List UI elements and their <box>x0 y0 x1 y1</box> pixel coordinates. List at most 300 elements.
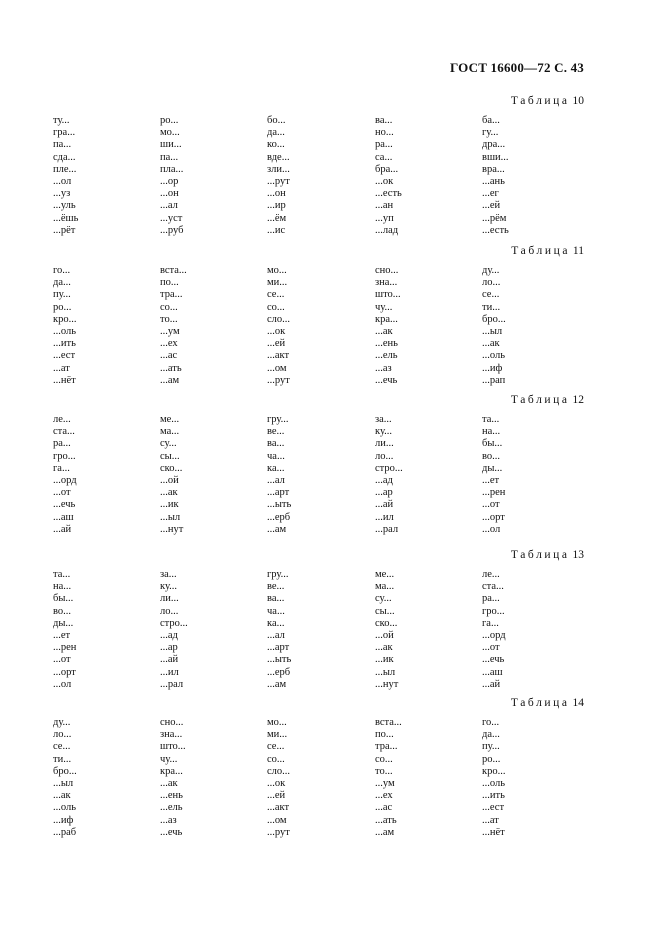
table-row <box>0 426 662 438</box>
table-cell: кра... <box>160 765 183 777</box>
table-cell: ...ат <box>482 814 499 826</box>
table-row <box>0 152 662 164</box>
table-row <box>0 463 662 475</box>
table-cell: ...ом <box>267 362 287 374</box>
table-cell: ...ил <box>375 511 394 523</box>
table-cell: ти... <box>482 301 501 313</box>
table-row <box>0 802 662 814</box>
table-cell: ...рен <box>482 487 506 499</box>
table-cell: та... <box>482 414 500 425</box>
table-cell: ...ас <box>160 350 178 362</box>
table-cell: сно... <box>160 717 184 728</box>
table-cell: ...рут <box>267 374 290 386</box>
table-cell: ...ить <box>53 338 76 350</box>
table-row <box>0 512 662 524</box>
table-cell: ...ир <box>267 200 286 212</box>
table-row <box>0 289 662 301</box>
table-cell: ...ом <box>267 814 287 826</box>
table-cell: ...ад <box>160 630 178 641</box>
table-cell: ча... <box>267 605 285 617</box>
table-caption-word: Таблица <box>510 394 570 406</box>
table-cell: ста... <box>53 426 75 438</box>
table-cell: ...ам <box>267 678 287 690</box>
table-caption <box>511 697 584 709</box>
table-cell: на... <box>53 581 72 593</box>
table-cell: ...он <box>267 188 286 200</box>
table-row <box>0 176 662 188</box>
table-cell: ку... <box>375 426 393 438</box>
table-cell: то... <box>375 765 393 777</box>
table-row <box>0 618 662 630</box>
table-cell: ...уст <box>160 212 183 224</box>
table-cell: ...орд <box>482 630 506 641</box>
table-row <box>0 790 662 802</box>
table-cell: ...оль <box>53 802 77 814</box>
table-cell: ку... <box>160 581 178 593</box>
table-cell: ...уз <box>53 188 71 200</box>
table-cell: ...оль <box>53 326 77 337</box>
table-cell: ...есть <box>482 224 509 236</box>
table-row <box>0 265 662 277</box>
table-cell: го... <box>53 265 71 276</box>
table-cell: дра... <box>482 139 506 151</box>
table-cell: ...нёт <box>482 826 505 838</box>
table-cell: стро... <box>160 617 188 629</box>
table-cell: ...ей <box>267 338 286 350</box>
table-cell: сда... <box>53 151 76 163</box>
table-cell: ма... <box>160 426 180 438</box>
table-row <box>0 350 662 362</box>
table-cell: се... <box>267 289 285 301</box>
table-caption-word: Таблица <box>511 245 571 257</box>
table-cell: бы... <box>53 593 74 605</box>
table-cell: ...ол <box>53 678 72 690</box>
table-cell: гро... <box>53 450 76 462</box>
table-cell: ...ак <box>482 338 500 350</box>
table-cell: ...орт <box>482 511 505 523</box>
table-cell: ка... <box>267 462 285 474</box>
table-cell: ра... <box>482 593 500 605</box>
table-cell: ...аш <box>482 666 503 678</box>
table-row <box>0 729 662 741</box>
table-cell: ...ал <box>267 475 285 486</box>
table-cell: ва... <box>267 593 285 605</box>
table-cell: ...ех <box>160 338 178 350</box>
table-cell: ...оль <box>482 778 506 789</box>
table-cell: ...ёшь <box>53 212 79 224</box>
table-cell: па... <box>53 139 72 151</box>
table-cell: сло... <box>267 765 291 777</box>
table-cell: чу... <box>375 301 393 313</box>
table-cell: ло... <box>375 450 394 462</box>
table-cell: ...ис <box>267 224 286 236</box>
table-row <box>0 164 662 176</box>
table-cell: ...ель <box>375 350 398 362</box>
table-cell: ...ик <box>375 654 394 666</box>
table-row <box>0 200 662 212</box>
table-row <box>0 487 662 499</box>
table-cell: ра... <box>375 139 393 151</box>
table-cell: ра... <box>53 438 71 450</box>
table-cell: вста... <box>160 265 187 276</box>
table-cell: бо... <box>267 115 286 126</box>
table-row <box>0 326 662 338</box>
table-cell: ба... <box>482 115 500 126</box>
table-cell: ...ерб <box>267 511 291 523</box>
table-row <box>0 827 662 839</box>
table-cell: ...ам <box>267 523 287 535</box>
table-cell: ...ал <box>267 630 285 641</box>
table-cell: за... <box>160 569 177 580</box>
table-cell: гру... <box>267 569 289 580</box>
table-row <box>0 778 662 790</box>
table-cell: вде... <box>267 151 290 163</box>
table-number: 13 <box>572 549 584 561</box>
table-cell: ...ак <box>375 326 393 337</box>
table-cell: ...нут <box>375 678 399 690</box>
table-number: 11 <box>572 245 584 257</box>
table-cell: мо... <box>160 127 180 139</box>
table-cell: ...ест <box>482 802 505 814</box>
table-cell: го... <box>482 717 500 728</box>
table-row <box>0 115 662 127</box>
table-cell: ма... <box>375 581 395 593</box>
table-cell: ро... <box>482 753 501 765</box>
table-cell: во... <box>53 605 72 617</box>
table-cell: ме... <box>375 569 395 580</box>
table-cell: ...ум <box>160 326 180 337</box>
table-cell: сы... <box>160 450 180 462</box>
table-cell: су... <box>160 438 177 450</box>
table-cell: ...рём <box>482 212 507 224</box>
table-cell: ...акт <box>267 350 290 362</box>
table-cell: са... <box>375 151 393 163</box>
table-cell: се... <box>482 289 500 301</box>
table-row <box>0 524 662 536</box>
table-cell: чу... <box>160 753 178 765</box>
table-cell: ...ак <box>375 642 393 654</box>
table-cell: га... <box>482 617 499 629</box>
table-cell: су... <box>375 593 392 605</box>
table-row <box>0 606 662 618</box>
table-cell: но... <box>375 127 394 139</box>
table-cell: ...ор <box>160 176 179 187</box>
table-cell: ли... <box>160 593 179 605</box>
table-cell: ...арт <box>267 487 290 499</box>
table-cell: ...ар <box>375 487 393 499</box>
table-number: 12 <box>572 394 584 406</box>
table-cell: ...ай <box>482 678 501 690</box>
table-cell: ло... <box>482 277 501 289</box>
table-cell: ...ак <box>160 487 178 499</box>
table-row <box>0 630 662 642</box>
table-cell: ...ай <box>53 523 72 535</box>
table-cell: ...ик <box>160 499 179 511</box>
table-row <box>0 741 662 753</box>
table-row <box>0 363 662 375</box>
table-cell: вра... <box>482 163 505 175</box>
table-caption-word: Таблица <box>510 549 570 561</box>
table-cell: пла... <box>160 163 184 175</box>
table-cell: на... <box>482 426 501 438</box>
table-cell: ле... <box>53 414 71 425</box>
table-cell: кро... <box>482 765 506 777</box>
table-cell: ...от <box>53 487 71 499</box>
table-cell: кро... <box>53 313 77 325</box>
table-cell: зна... <box>375 277 398 289</box>
table-cell: ...ель <box>160 802 183 814</box>
table-cell: ка... <box>267 617 285 629</box>
table-cell: ва... <box>267 438 285 450</box>
table-cell: бра... <box>375 163 399 175</box>
table-cell: во... <box>482 450 501 462</box>
table-cell: ча... <box>267 450 285 462</box>
table-cell: ...ет <box>482 475 500 486</box>
table-cell: ...ок <box>267 326 286 337</box>
table-cell: та... <box>53 569 71 580</box>
table-cell: ме... <box>160 414 180 425</box>
table-cell: ...ечь <box>375 374 398 386</box>
table-row <box>0 667 662 679</box>
table-cell: ...акт <box>267 802 290 814</box>
table-cell: ...ар <box>160 642 178 654</box>
table-row <box>0 338 662 350</box>
table-cell: пле... <box>53 163 77 175</box>
table-cell: пу... <box>53 289 71 301</box>
table-cell: со... <box>160 301 178 313</box>
table-cell: гро... <box>482 605 505 617</box>
table-cell: ро... <box>53 301 72 313</box>
table-cell: ...ак <box>160 778 178 789</box>
table-cell: гру... <box>267 414 289 425</box>
table-cell: па... <box>160 151 179 163</box>
table-cell: ...есть <box>375 188 402 200</box>
table-row <box>0 815 662 827</box>
table-cell: ...ыл <box>375 666 396 678</box>
table-row <box>0 375 662 387</box>
table-cell: ...рен <box>53 642 77 654</box>
table-cell: ...ей <box>482 200 501 212</box>
table-cell: ...ан <box>375 200 394 212</box>
table-cell: ...аз <box>160 814 177 826</box>
table-cell: сло... <box>267 313 291 325</box>
table-caption <box>511 95 584 107</box>
table-cell: вши... <box>482 151 509 163</box>
table-cell: сы... <box>375 605 395 617</box>
table-cell: тра... <box>160 289 183 301</box>
table-row <box>0 642 662 654</box>
table-cell: ...ест <box>53 350 76 362</box>
table-cell: ло... <box>53 729 72 741</box>
table-cell: ду... <box>53 717 71 728</box>
table-cell: ве... <box>267 426 285 438</box>
table-cell: ду... <box>482 265 500 276</box>
table-cell: ...ам <box>160 374 180 386</box>
table-cell: ши... <box>160 139 182 151</box>
table-row <box>0 581 662 593</box>
table-cell: ...ал <box>160 200 178 212</box>
table-cell: ...нут <box>160 523 184 535</box>
page-header: ГОСТ 16600—72 С. 43 <box>450 60 584 75</box>
table-caption <box>511 549 584 561</box>
table-caption <box>511 245 584 257</box>
table-cell: ми... <box>267 729 288 741</box>
table-cell: ...иф <box>53 814 74 826</box>
table-cell: ско... <box>160 462 183 474</box>
table-cell: зли... <box>267 163 290 175</box>
table-cell: ...ечь <box>160 826 183 838</box>
table-row <box>0 679 662 691</box>
table-cell: ...орд <box>53 475 77 486</box>
table-caption <box>511 394 584 406</box>
table-row <box>0 188 662 200</box>
table-cell: ту... <box>53 115 70 126</box>
table-cell: гра... <box>53 127 76 139</box>
table-cell: за... <box>375 414 392 425</box>
table-cell: ва... <box>375 115 393 126</box>
table-cell: ...руб <box>160 224 184 236</box>
table-cell: ...ок <box>375 176 394 187</box>
table-cell: ...ень <box>375 338 398 350</box>
table-cell: ...ет <box>53 630 71 641</box>
table-cell: ...ег <box>482 188 499 200</box>
table-cell: ...ой <box>160 475 179 486</box>
table-cell: ло... <box>160 605 179 617</box>
table-cell: бро... <box>482 313 506 325</box>
table-cell: ...ать <box>375 814 397 826</box>
table-cell: по... <box>160 277 179 289</box>
table-cell: се... <box>267 741 285 753</box>
table-row <box>0 754 662 766</box>
table-row <box>0 414 662 426</box>
table-cell: ...ечь <box>53 499 76 511</box>
table-cell: ...ём <box>267 212 287 224</box>
table-cell: се... <box>53 741 71 753</box>
table-cell: кра... <box>375 313 398 325</box>
table-row <box>0 302 662 314</box>
table-cell: ...от <box>53 654 71 666</box>
table-cell: мо... <box>267 717 287 728</box>
table-row <box>0 277 662 289</box>
table-cell: ...ай <box>160 654 179 666</box>
table-cell: стро... <box>375 462 403 474</box>
table-cell: ...аз <box>375 362 392 374</box>
table-row <box>0 654 662 666</box>
table-cell: ...ыл <box>53 778 74 789</box>
table-cell: ды... <box>53 617 74 629</box>
table-caption-word: Таблица <box>510 95 570 107</box>
table-cell: да... <box>267 127 285 139</box>
table-cell: ...ечь <box>482 654 505 666</box>
table-cell: ...ыть <box>267 499 292 511</box>
table-cell: ...орт <box>53 666 76 678</box>
table-cell: ...аш <box>53 511 74 523</box>
table-cell: зна... <box>160 729 183 741</box>
table-cell: ...ак <box>53 790 71 802</box>
table-cell: ...ень <box>160 790 183 802</box>
table-cell: гу... <box>482 127 499 139</box>
table-cell: да... <box>53 277 71 289</box>
table-row <box>0 766 662 778</box>
table-cell: тра... <box>375 741 398 753</box>
table-cell: ...ад <box>375 475 393 486</box>
table-cell: ...ить <box>482 790 505 802</box>
table-cell: ...уль <box>53 200 76 212</box>
table-caption-word: Таблица <box>510 697 570 709</box>
table-cell: ми... <box>267 277 288 289</box>
table-cell: вста... <box>375 717 402 728</box>
table-cell: ко... <box>267 139 285 151</box>
table-cell: ...ум <box>375 778 395 789</box>
table-cell: ...нёт <box>53 374 76 386</box>
table-cell: ...ыть <box>267 654 292 666</box>
table-cell: по... <box>375 729 394 741</box>
table-row <box>0 569 662 581</box>
table-cell: ...раб <box>53 826 77 838</box>
table-cell: ...оль <box>482 350 506 362</box>
table-cell: ...арт <box>267 642 290 654</box>
table-cell: га... <box>53 462 70 474</box>
table-cell: ли... <box>375 438 394 450</box>
table-cell: ...ол <box>482 523 501 535</box>
table-cell: ...иф <box>482 362 503 374</box>
table-cell: ...ам <box>375 826 395 838</box>
table-cell: ...рут <box>267 176 290 187</box>
table-cell: ...уп <box>375 212 394 224</box>
table-cell: ти... <box>53 753 72 765</box>
table-cell: ...ай <box>375 499 394 511</box>
table-cell: то... <box>160 313 178 325</box>
table-cell: ды... <box>482 462 503 474</box>
table-cell: ...ей <box>267 790 286 802</box>
table-row <box>0 139 662 151</box>
table-cell: ...ех <box>375 790 393 802</box>
table-cell: ста... <box>482 581 504 593</box>
table-cell: да... <box>482 729 500 741</box>
table-cell: ...рут <box>267 826 290 838</box>
table-cell: сно... <box>375 265 399 276</box>
table-cell: со... <box>267 753 285 765</box>
table-cell: ...ерб <box>267 666 291 678</box>
table-cell: ...рап <box>482 374 506 386</box>
table-number: 10 <box>572 95 584 107</box>
table-cell: со... <box>375 753 393 765</box>
table-cell: ...рал <box>375 523 399 535</box>
table-row <box>0 127 662 139</box>
table-cell: ле... <box>482 569 500 580</box>
table-row <box>0 717 662 729</box>
table-cell: ...ил <box>160 666 179 678</box>
table-cell: мо... <box>267 265 287 276</box>
table-row <box>0 593 662 605</box>
table-cell: ...ать <box>160 362 182 374</box>
table-row <box>0 451 662 463</box>
table-cell: ...от <box>482 642 500 654</box>
table-cell: ...ой <box>375 630 394 641</box>
table-row <box>0 499 662 511</box>
table-cell: бро... <box>53 765 77 777</box>
table-cell: ро... <box>160 115 179 126</box>
table-cell: ве... <box>267 581 285 593</box>
table-number: 14 <box>572 697 584 709</box>
table-cell: што... <box>375 289 401 301</box>
table-cell: ...ат <box>53 362 70 374</box>
table-cell: ...ол <box>53 176 72 187</box>
table-cell: со... <box>267 301 285 313</box>
table-cell: бы... <box>482 438 503 450</box>
table-cell: ...ок <box>267 778 286 789</box>
table-cell: ско... <box>375 617 398 629</box>
